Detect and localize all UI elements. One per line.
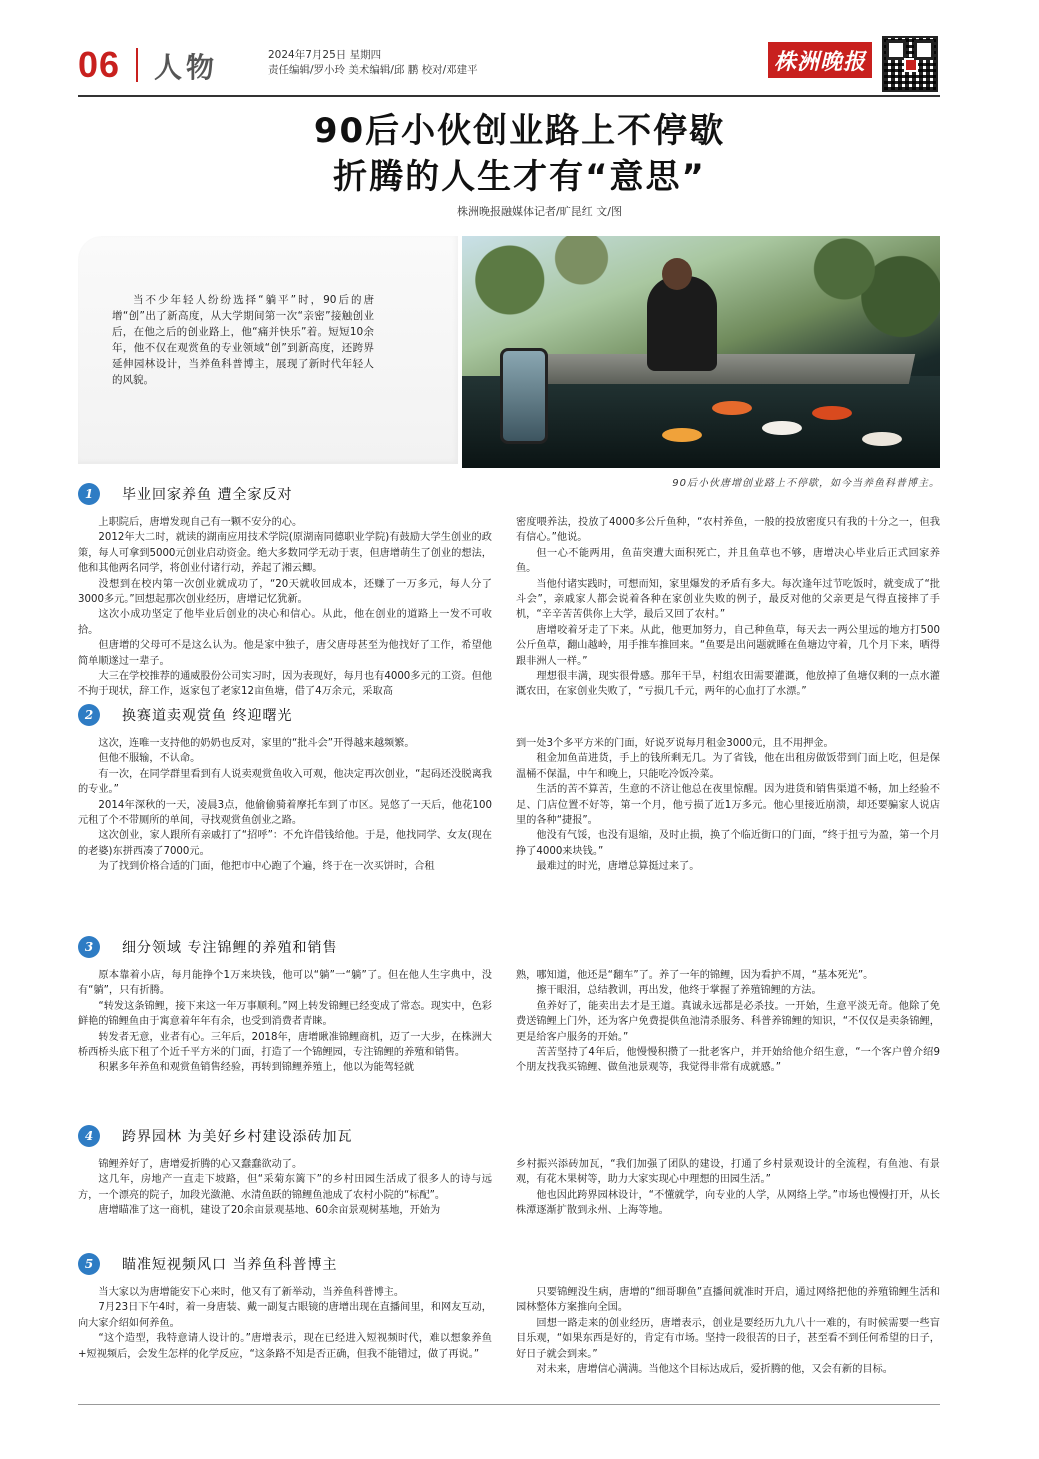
section-title: 瞄准短视频风口 当养鱼科普博主 <box>122 1257 338 1273</box>
lede-text: 当不少年轻人纷纷选择“躺平”时，90后的唐增“创”出了新高度，从大学期间第一次“亲密”接触创业后，在他之后的创业路上，他“痛并快乐”着。短短10余年，他不仅在观赏鱼的专业领域“创”到新高度，还跨界延伸园林设计，当养鱼科普博主，展现了新时代年轻人的风貌。 <box>112 294 374 386</box>
section-2-right-column <box>516 736 940 875</box>
paragraph: 当他付诸实践时，可想而知，家里爆发的矛盾有多大。每次逢年过节吃饭时，就变成了“批斗会”，亲戚家人都会说着各种在家创业失败的例子，最反对他的父亲更是气得直接摔了手机，“辛辛苦苦供你上大学，最后又回了农村。” <box>516 578 940 621</box>
paragraph: 他没有气馁，也没有退缩，及时止损，换了个临近街口的门面，“终于扭亏为盈，第一个月挣了4000来块钱。” <box>516 830 940 857</box>
header-info <box>268 48 478 78</box>
paragraph: 没想到在校内第一次创业就成功了，“20天就收回成本，还赚了一万多元，每人分了3000多元。”回想起那次创业经历，唐增记忆犹新。 <box>78 578 492 606</box>
section-heading-1 <box>78 482 292 506</box>
section-3-left-column <box>78 968 492 1076</box>
section-heading-5 <box>78 1252 337 1276</box>
paragraph: 生活的苦不算苦，生意的不济让他总在夜里惊醒。因为进货和销售渠道不畅，加上经验不足、门店位置不好等，第一个月，他亏损了近1万多元。他心里接近崩溃，却还要骗家人说店里的各种“捷报”。 <box>516 784 940 827</box>
headline-line-1: 90后小伙创业路上不停歇 <box>313 111 726 151</box>
section-heading-3 <box>78 935 337 959</box>
section-1-right-column <box>516 515 940 700</box>
paragraph: “这个造型，我特意请人设计的。”唐增表示，现在已经进入短视频时代，难以想象养鱼+短视频后，会发生怎样的化学反应，“这条路不知是否正确，但我不能错过，做了再说。” <box>78 1333 492 1360</box>
paragraph: 这次，连唯一支持他的奶奶也反对，家里的“批斗会”开得越来越频繁。 <box>98 738 415 749</box>
paragraph: 乡村振兴添砖加瓦，“我们加强了团队的建设，打通了乡村景观设计的全流程，有鱼池、有景观，有花木果树等，助力大家实现心中理想的田园生活。” <box>516 1159 940 1186</box>
photo-phone <box>500 348 548 444</box>
paragraph: 上职院后，唐增发现自己有一颗不安分的心。 <box>98 517 303 528</box>
qr-logo-mark <box>904 58 918 72</box>
paragraph: 鱼养好了，能卖出去才是王道。真诚永远都是必杀技。一开始，生意平淡无奇。他除了免费送锦鲤上门外，还为客户免费提供鱼池清杀服务、科普养锦鲤的知识，“不仅仅是卖条锦鲤，更是给客户服务的开始。” <box>516 1000 940 1043</box>
koi-fish <box>662 428 702 442</box>
section-number-badge: 4 <box>78 1125 100 1147</box>
section-3-right-column <box>516 968 940 1076</box>
header-divider <box>136 48 138 82</box>
byline: 株洲晚报融媒体记者/旷昆红 文/图 <box>457 205 622 218</box>
section-number-badge: 2 <box>78 704 100 726</box>
paragraph: 理想很丰满，现实很骨感。那年干旱，村组农田需要灌溉，他放掉了鱼塘仅剩的一点水灌溉农田，在家创业失败了，“亏损几千元，两年的心血打了水漂。” <box>516 671 940 698</box>
section-number-badge: 5 <box>78 1253 100 1275</box>
paragraph: 熟，哪知道，他还是“翻车”了。养了一年的锦鲤，因为看护不周，“基本死光”。 <box>516 970 874 981</box>
paragraph: 2014年深秋的一天，凌晨3点，他偷偷骑着摩托车到了市区。晃悠了一天后，他花100元租了个不带厕所的单间，寻找观赏鱼创业之路。 <box>78 799 492 827</box>
paragraph: 到一处3个多平方米的门面，好说歹说每月租金3000元，且不用押金。 <box>516 738 834 749</box>
section-4-right-column <box>516 1157 940 1219</box>
section-5-right-column <box>516 1285 940 1377</box>
paragraph: 回想一路走来的创业经历，唐增表示，创业是要经历九九八十一难的，有时候需要一些盲目乐观，“如果东西是好的，肯定有市场。坚持一段很苦的日子，甚至看不到任何希望的日子，好日子就会到来。” <box>516 1317 940 1360</box>
qr-code-icon[interactable] <box>882 36 938 92</box>
paragraph: 对未来，唐增信心满满。当他这个目标达成后，爱折腾的他，又会有新的目标。 <box>536 1364 893 1376</box>
photo-person-head <box>662 258 692 290</box>
article-photo <box>462 236 940 468</box>
page-number: 06 <box>78 44 121 85</box>
header-rule <box>78 95 940 97</box>
paragraph: 7月23日下午4时，着一身唐装、戴一副复古眼镜的唐增出现在直播间里，和网友互动，向大家介绍如何养鱼。 <box>78 1302 492 1329</box>
paragraph: 大三在学校推荐的通威股份公司实习时，因为表现好，每月也有4000多元的工资。但他不拘于现状，辞工作，返家包了老家12亩鱼塘，借了4万余元，采取高 <box>78 671 492 698</box>
section-title: 毕业回家养鱼 遭全家反对 <box>122 487 293 503</box>
article-headline <box>0 108 1039 200</box>
paragraph: 当大家以为唐增能安下心来时，他又有了新举动，当养鱼科普博主。 <box>98 1287 405 1298</box>
issue-date: 2024年7月25日 星期四 <box>268 49 382 61</box>
photo-person <box>647 276 717 371</box>
koi-fish <box>712 401 752 415</box>
paragraph: 2012年大二时，就读的湖南应用技术学院(原湖南同德职业学院)有鼓励大学生创业的政策，每人可拿到5000元创业启动资金。绝大多数同学无动于衷，但唐增萌生了创业的想法，他和其他两名同学，将创业付诸行动，养起了湘云鲫。 <box>78 532 492 575</box>
paragraph: 这几年，房地产一直走下坡路，但“采菊东篱下”的乡村田园生活成了很多人的诗与远方，一个漂亮的院子，加段光潋滟、水清鱼跃的锦鲤鱼池成了农村小院的“标配”。 <box>78 1174 492 1201</box>
paragraph: 有一次，在同学群里看到有人说卖观赏鱼收入可观，他决定再次创业，“起码还没脱离我的专业。” <box>78 768 492 796</box>
paragraph: 但唐增的父母可不是这么认为。他是家中独子，唐父唐母甚至为他找好了工作，希望他简单顺遂过一辈子。 <box>78 640 492 667</box>
paragraph: 密度喂养法，投放了4000多公斤鱼种，“农村养鱼，一般的投放密度只有我的十分之一，但我有信心。”他说。 <box>516 517 940 544</box>
paragraph: 苦苦坚持了4年后，他慢慢积攒了一批老客户，并开始给他介绍生意，“一个客户曾介绍9个朋友找我买锦鲤、做鱼池景观等，我觉得非常有成就感。” <box>516 1047 940 1074</box>
section-heading-2 <box>78 703 292 727</box>
section-name: 人物 <box>154 51 219 84</box>
photo-deck <box>529 354 915 384</box>
paragraph: 唐增瞄准了这一商机，建设了20余亩景观基地、60余亩景观树基地，开始为 <box>98 1205 441 1217</box>
section-heading-4 <box>78 1124 352 1148</box>
koi-fish <box>862 432 902 446</box>
bottom-rule <box>78 1404 940 1405</box>
section-title: 换赛道卖观赏鱼 终迎曙光 <box>122 708 293 724</box>
paragraph: 为了找到价格合适的门面，他把市中心跑了个遍，终于在一次买饼时，合租 <box>98 861 435 873</box>
page-header <box>78 36 940 94</box>
paragraph: “转发这条锦鲤，接下来这一年万事顺利。”网上转发锦鲤已经变成了常态。现实中，色彩鲜艳的锦鲤鱼由于寓意着年年有余，也受到消费者青睐。 <box>78 1000 492 1028</box>
section-title: 跨界园林 为美好乡村建设添砖加瓦 <box>122 1129 353 1145</box>
paragraph: 最难过的时光，唐增总算挺过来了。 <box>536 861 700 873</box>
paragraph: 这次创业，家人跟所有亲戚打了“招呼”：不允许借钱给他。于是，他找同学、女友(现在的老婆)东拼西凑了7000元。 <box>78 830 492 857</box>
paragraph: 租金加鱼苗进货，手上的钱所剩无几。为了省钱，他在出租房做饭带到门面上吃，但是保温桶不保温，中午和晚上，只能吃冷饭冷菜。 <box>516 753 940 780</box>
koi-fish <box>762 421 802 435</box>
paragraph: 转发者无意，业者有心。三年后，2018年，唐增瞅准锦鲤商机，迈了一大步，在株洲大桥西桥头底下租了个近千平方米的门面，打造了一个锦鲤园，专注锦鲤的养殖和销售。 <box>78 1031 492 1059</box>
koi-fish <box>812 406 852 420</box>
photo-caption: 90后小伙唐增创业路上不停歇，如今当养鱼科普博主。 <box>672 478 940 489</box>
section-number-badge: 3 <box>78 936 100 958</box>
section-2-left-column <box>78 736 492 875</box>
paragraph: 锦鲤养好了，唐增爱折腾的心又蠢蠢欲动了。 <box>98 1159 303 1170</box>
paragraph: 只要锦鲤没生病，唐增的“细哥聊鱼”直播间就准时开启，通过网络把他的养殖锦鲤生活和园林整体方案推向全国。 <box>516 1287 940 1314</box>
paragraph: 他也因此跨界园林设计，“不懂就学，向专业的人学，从网络上学。”市场也慢慢打开，从长株潭逐渐扩散到永州、上海等地。 <box>516 1189 940 1217</box>
paragraph: 原本靠着小店，每月能挣个1万来块钱，他可以“躺”一“躺”了。但在他人生字典中，没有“躺”，只有折腾。 <box>78 970 492 997</box>
paragraph: 但他不服输，不认命。 <box>98 753 201 765</box>
section-5-left-column <box>78 1285 492 1362</box>
paragraph: 但一心不能两用，鱼苗突遭大面积死亡，并且鱼草也不够，唐增决心毕业后正式回家养鱼。 <box>516 547 940 575</box>
section-title: 细分领域 专注锦鲤的养殖和销售 <box>122 940 338 956</box>
paragraph: 擦干眼泪，总结教训，再出发，他终于掌握了养殖锦鲤的方法。 <box>536 985 822 997</box>
paragraph: 积累多年养鱼和观赏鱼销售经验，再转到锦鲤养殖上，他以为能驾轻就 <box>98 1062 415 1074</box>
masthead-logo: 株洲晚报 <box>768 42 872 78</box>
editor-credits: 责任编辑/罗小玲 美术编辑/邱 鹏 校对/邓建平 <box>268 64 478 76</box>
section-4-left-column <box>78 1157 492 1219</box>
paragraph: 唐增咬着牙走了下来。从此，他更加努力，自己种鱼草，每天去一两公里远的地方打500公斤鱼草，翻山越岭，用手推车推回来。“鱼要是出问题就睡在鱼塘边守着，几个月下来，晒得跟非洲人一样。” <box>516 624 940 667</box>
paragraph: 这次小成功坚定了他毕业后创业的决心和信心。从此，他在创业的道路上一发不可收拾。 <box>78 609 492 636</box>
section-1-left-column <box>78 515 492 700</box>
headline-line-2: 折腾的人生才有“意思” <box>333 157 706 197</box>
section-number-badge: 1 <box>78 483 100 505</box>
